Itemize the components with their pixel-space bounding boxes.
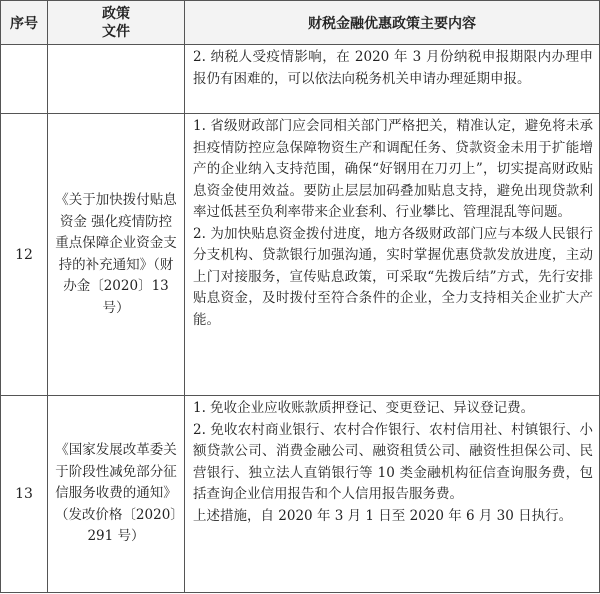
row-document (48, 45, 185, 114)
content-paragraph: 上述措施，自 2020 年 3 月 1 日至 2020 年 6 月 30 日执行。 (193, 507, 573, 524)
header-content: 财税金融优惠政策主要内容 (185, 1, 600, 45)
row-document: 《国家发展改革委关于阶段性减免部分征信服务收费的通知》（发改价格〔2020〕291 号） (48, 396, 185, 593)
row-content (185, 114, 600, 396)
header-row (1, 1, 600, 45)
row-number: 12 (1, 114, 48, 396)
header-number: 序号 (1, 1, 48, 45)
content-paragraph: 2. 免收农村商业银行、农村合作银行、农村信用社、村镇银行、小额贷款公司、消费金融公司、融资租赁公司、融资性担保公司、民营银行、独立法人直销银行等 10 类金融机构征信查询服务费，包括查询企业信用报告和个人信用报告服务费。 (193, 421, 593, 502)
row-number: 13 (1, 396, 48, 593)
content-paragraph: 1. 免收企业应收账款质押登记、变更登记、异议登记费。 (193, 400, 535, 416)
header-document-line1: 政策 (102, 5, 130, 22)
header-document-line2: 文件 (102, 23, 130, 40)
table-row (1, 396, 600, 593)
table-row (1, 45, 600, 114)
row-number (1, 45, 48, 114)
header-document (48, 1, 185, 45)
row-content (185, 396, 600, 593)
table-row (1, 114, 600, 396)
content-paragraph: 2. 纳税人受疫情影响，在 2020 年 3 月份纳税申报期限内办理申报仍有困难的，可以依法向税务机关申请办理延期申报。 (193, 49, 593, 87)
row-document: 《关于加快拨付贴息资金 强化疫情防控重点保障企业资金支持的补充通知》（财办金〔2020〕13 号） (48, 114, 185, 396)
content-paragraph: 1. 省级财政部门应会同相关部门严格把关，精准认定，避免将未承担疫情防控应急保障物资生产和调配任务、贷款资金未用于扩能增产的企业纳入支持范围，确保“好钢用在刀刃上”，切实提高财政贴息资金使用效益。要防止层层加码叠加贴息支持，避免出现贷款利率过低甚至负利率带来企业套利、行业攀比、管理混乱等问题。 (193, 118, 593, 220)
content-paragraph: 2. 为加快贴息资金拨付进度，地方各级财政部门应与本级人民银行分支机构、贷款银行加强沟通，实时掌握优惠贷款发放进度，主动上门对接服务，宣传贴息政策，可采取“先拨后结”方式，先行安排贴息资金，及时拨付至符合条件的企业，全力支持相关企业扩大产能。 (193, 225, 593, 328)
row-content (185, 45, 600, 114)
